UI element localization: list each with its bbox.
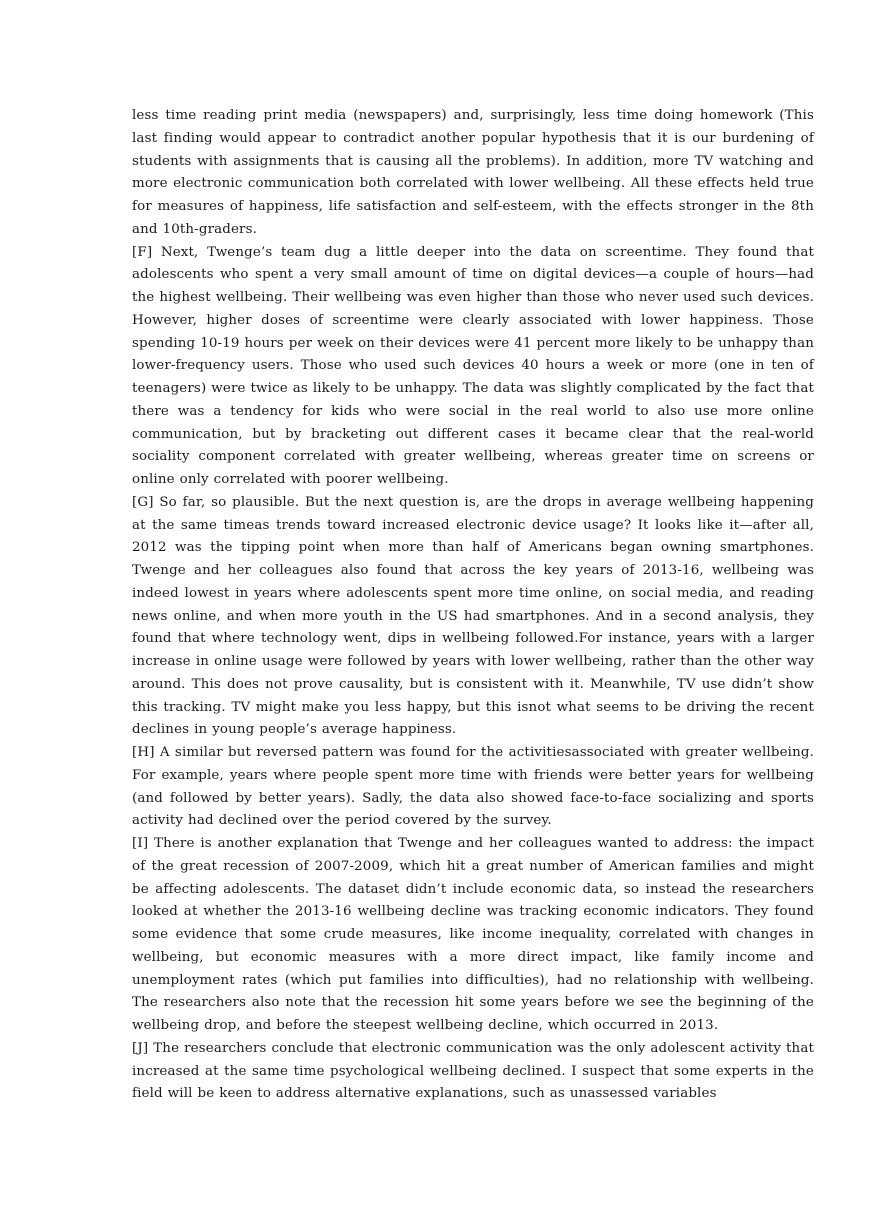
paragraph-j: [J] The researchers conclude that electronic communication was the only adolescent activity that increased at the same time psychological wellbeing declined. I suspect that some experts in the field will be keen to address alternative explanations, such as unassessed variables <box>132 1040 814 1102</box>
paragraph-g: [G] So far, so plausible. But the next question is, are the drops in average wellbeing happening at the same timeas trends toward increased electronic device usage? It looks like it—after all, 2012 was the tipping point when more than half of Americans began owning smartphones. Twenge and her colleagues also found that across the key years of 2013-16, wellbeing was indeed lowest in years where adolescents spent more time online, on social media, and reading news online, and when more youth in the US had smartphones. And in a second analysis, they found that where technology went, dips in wellbeing followed.For instance, years with a larger increase in online usage were followed by years with lower wellbeing, rather than the other way around. This does not prove causality, but is consistent with it. Meanwhile, TV use didn’t show this tracking. TV might make you less happy, but this isnot what seems to be driving the recent declines in young people’s average happiness. <box>132 494 814 738</box>
paragraph-f: [F] Next, Twenge’s team dug a little deeper into the data on screentime. They found that adolescents who spent a very small amount of time on digital devices—a couple of hours—had the highest wellbeing. Their wellbeing was even higher than those who never used such devices. However, higher doses of screentime were clearly associated with lower happiness. Those spending 10-19 hours per week on their devices were 41 percent more likely to be unhappy than lower-frequency users. Those who used such devices 40 hours a week or more (one in ten of teenagers) were twice as likely to be unhappy. The data was slightly complicated by the fact that there was a tendency for kids who were social in the real world to also use more online communication, but by bracketing out different cases it became clear that the real-world sociality component correlated with greater wellbeing, whereas greater time on screens or online only correlated with poorer wellbeing. <box>132 244 814 487</box>
paragraph-h: [H] A similar but reversed pattern was found for the activitiesassociated with greater wellbeing. For example, years where people spent more time with friends were better years for wellbeing (and followed by better years). Sadly, the data also showed face-to-face socializing and sports activity had declined over the period covered by the survey. <box>132 745 814 829</box>
document-page <box>132 105 814 1106</box>
paragraph-continuation: less time reading print media (newspapers) and, surprisingly, less time doing homework (This last finding would appear to contradict another popular hypothesis that it is our burdening of students with assignments that is causing all the problems). In addition, more TV watching and more electronic communication both correlated with lower wellbeing. All these effects held true for measures of happiness, life satisfaction and self-esteem, with the effects stronger in the 8th and 10th-graders. <box>132 108 814 237</box>
paragraph-i: [I] There is another explanation that Twenge and her colleagues wanted to address: the impact of the great recession of 2007-2009, which hit a great number of American families and might be affecting adolescents. The dataset didn’t include economic data, so instead the researchers looked at whether the 2013-16 wellbeing decline was tracking economic indicators. They found some evidence that some crude measures, like income inequality, correlated with changes in wellbeing, but economic measures with a more direct impact, like family income and unemployment rates (which put families into difficulties), had no relationship with wellbeing. The researchers also note that the recession hit some years before we see the beginning of the wellbeing drop, and before the steepest wellbeing decline, which occurred in 2013. <box>132 836 814 1033</box>
